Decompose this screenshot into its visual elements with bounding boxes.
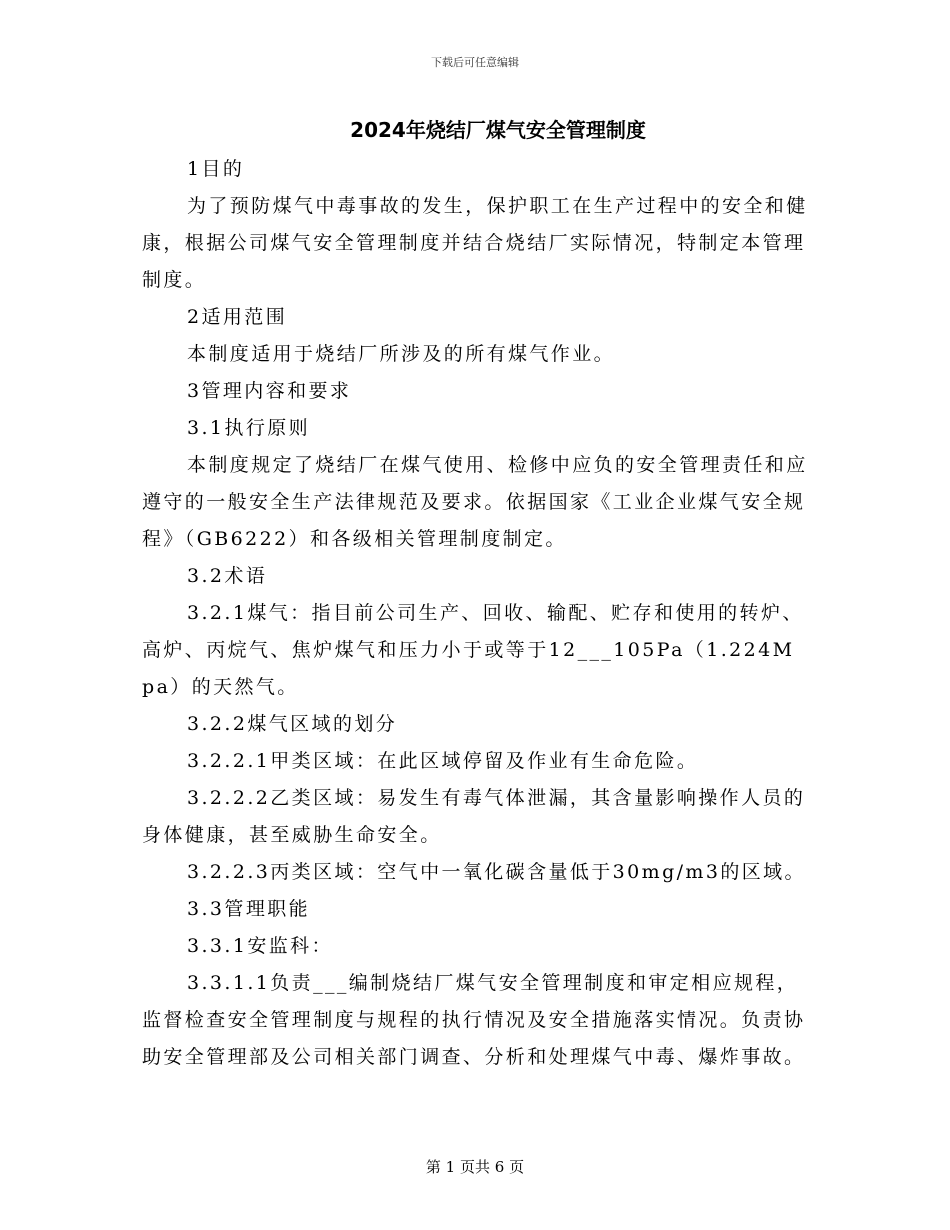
subsection-heading-safety-dept: 3.3.1安监科： xyxy=(187,935,333,957)
subsection-heading-functions: 3.3管理职能 xyxy=(187,898,311,920)
paragraph-purpose: 为了预防煤气中毒事故的发生，保护职工在生产过程中的安全和健康，根据公司煤气安全管理制度并结合烧结厂实际情况，特制定本管理制度。 xyxy=(142,195,808,291)
subsection-heading-terms: 3.2术语 xyxy=(187,565,268,587)
paragraph-term-gas: 3.2.1煤气：指目前公司生产、回收、输配、贮存和使用的转炉、高炉、丙烷气、焦炉煤气和压力小于或等于12___105Pa（1.224Mpa）的天然气。 xyxy=(142,602,804,698)
paragraph-safety-dept-duty: 3.3.1.1负责___编制烧结厂煤气安全管理制度和审定相应规程，监督检查安全管理制度与规程的执行情况及安全措施落实情况。负责协助安全管理部及公司相关部门调查、分析和处理煤气中毒、爆炸事故。 xyxy=(142,972,806,1068)
subsection-heading-zones: 3.2.2煤气区域的划分 xyxy=(187,713,398,735)
section-heading-purpose: 1目的 xyxy=(187,158,245,180)
document-body xyxy=(142,151,808,1076)
section-heading-content: 3管理内容和要求 xyxy=(187,380,352,402)
paragraph-zone-c: 3.2.2.3丙类区域：空气中一氧化碳含量低于30mg/m3的区域。 xyxy=(187,861,806,883)
paragraph-principle: 本制度规定了烧结厂在煤气使用、检修中应负的安全管理责任和应遵守的一般安全生产法律规范及要求。依据国家《工业企业煤气安全规程》（GB6222）和各级相关管理制度制定。 xyxy=(142,454,808,550)
paragraph-scope: 本制度适用于烧结厂所涉及的所有煤气作业。 xyxy=(187,343,616,365)
document-title: 2024年烧结厂煤气安全管理制度 xyxy=(350,118,646,142)
header-note: 下载后可任意编辑 xyxy=(431,56,519,69)
subsection-heading-principle: 3.1执行原则 xyxy=(187,417,311,439)
paragraph-zone-a: 3.2.2.1甲类区域：在此区域停留及作业有生命危险。 xyxy=(187,750,699,772)
page-number: 第 1 页共 6 页 xyxy=(425,1158,525,1176)
paragraph-zone-b: 3.2.2.2乙类区域：易发生有毒气体泄漏，其含量影响操作人员的身体健康，甚至威胁生命安全。 xyxy=(142,787,806,846)
section-heading-scope: 2适用范围 xyxy=(187,306,288,328)
